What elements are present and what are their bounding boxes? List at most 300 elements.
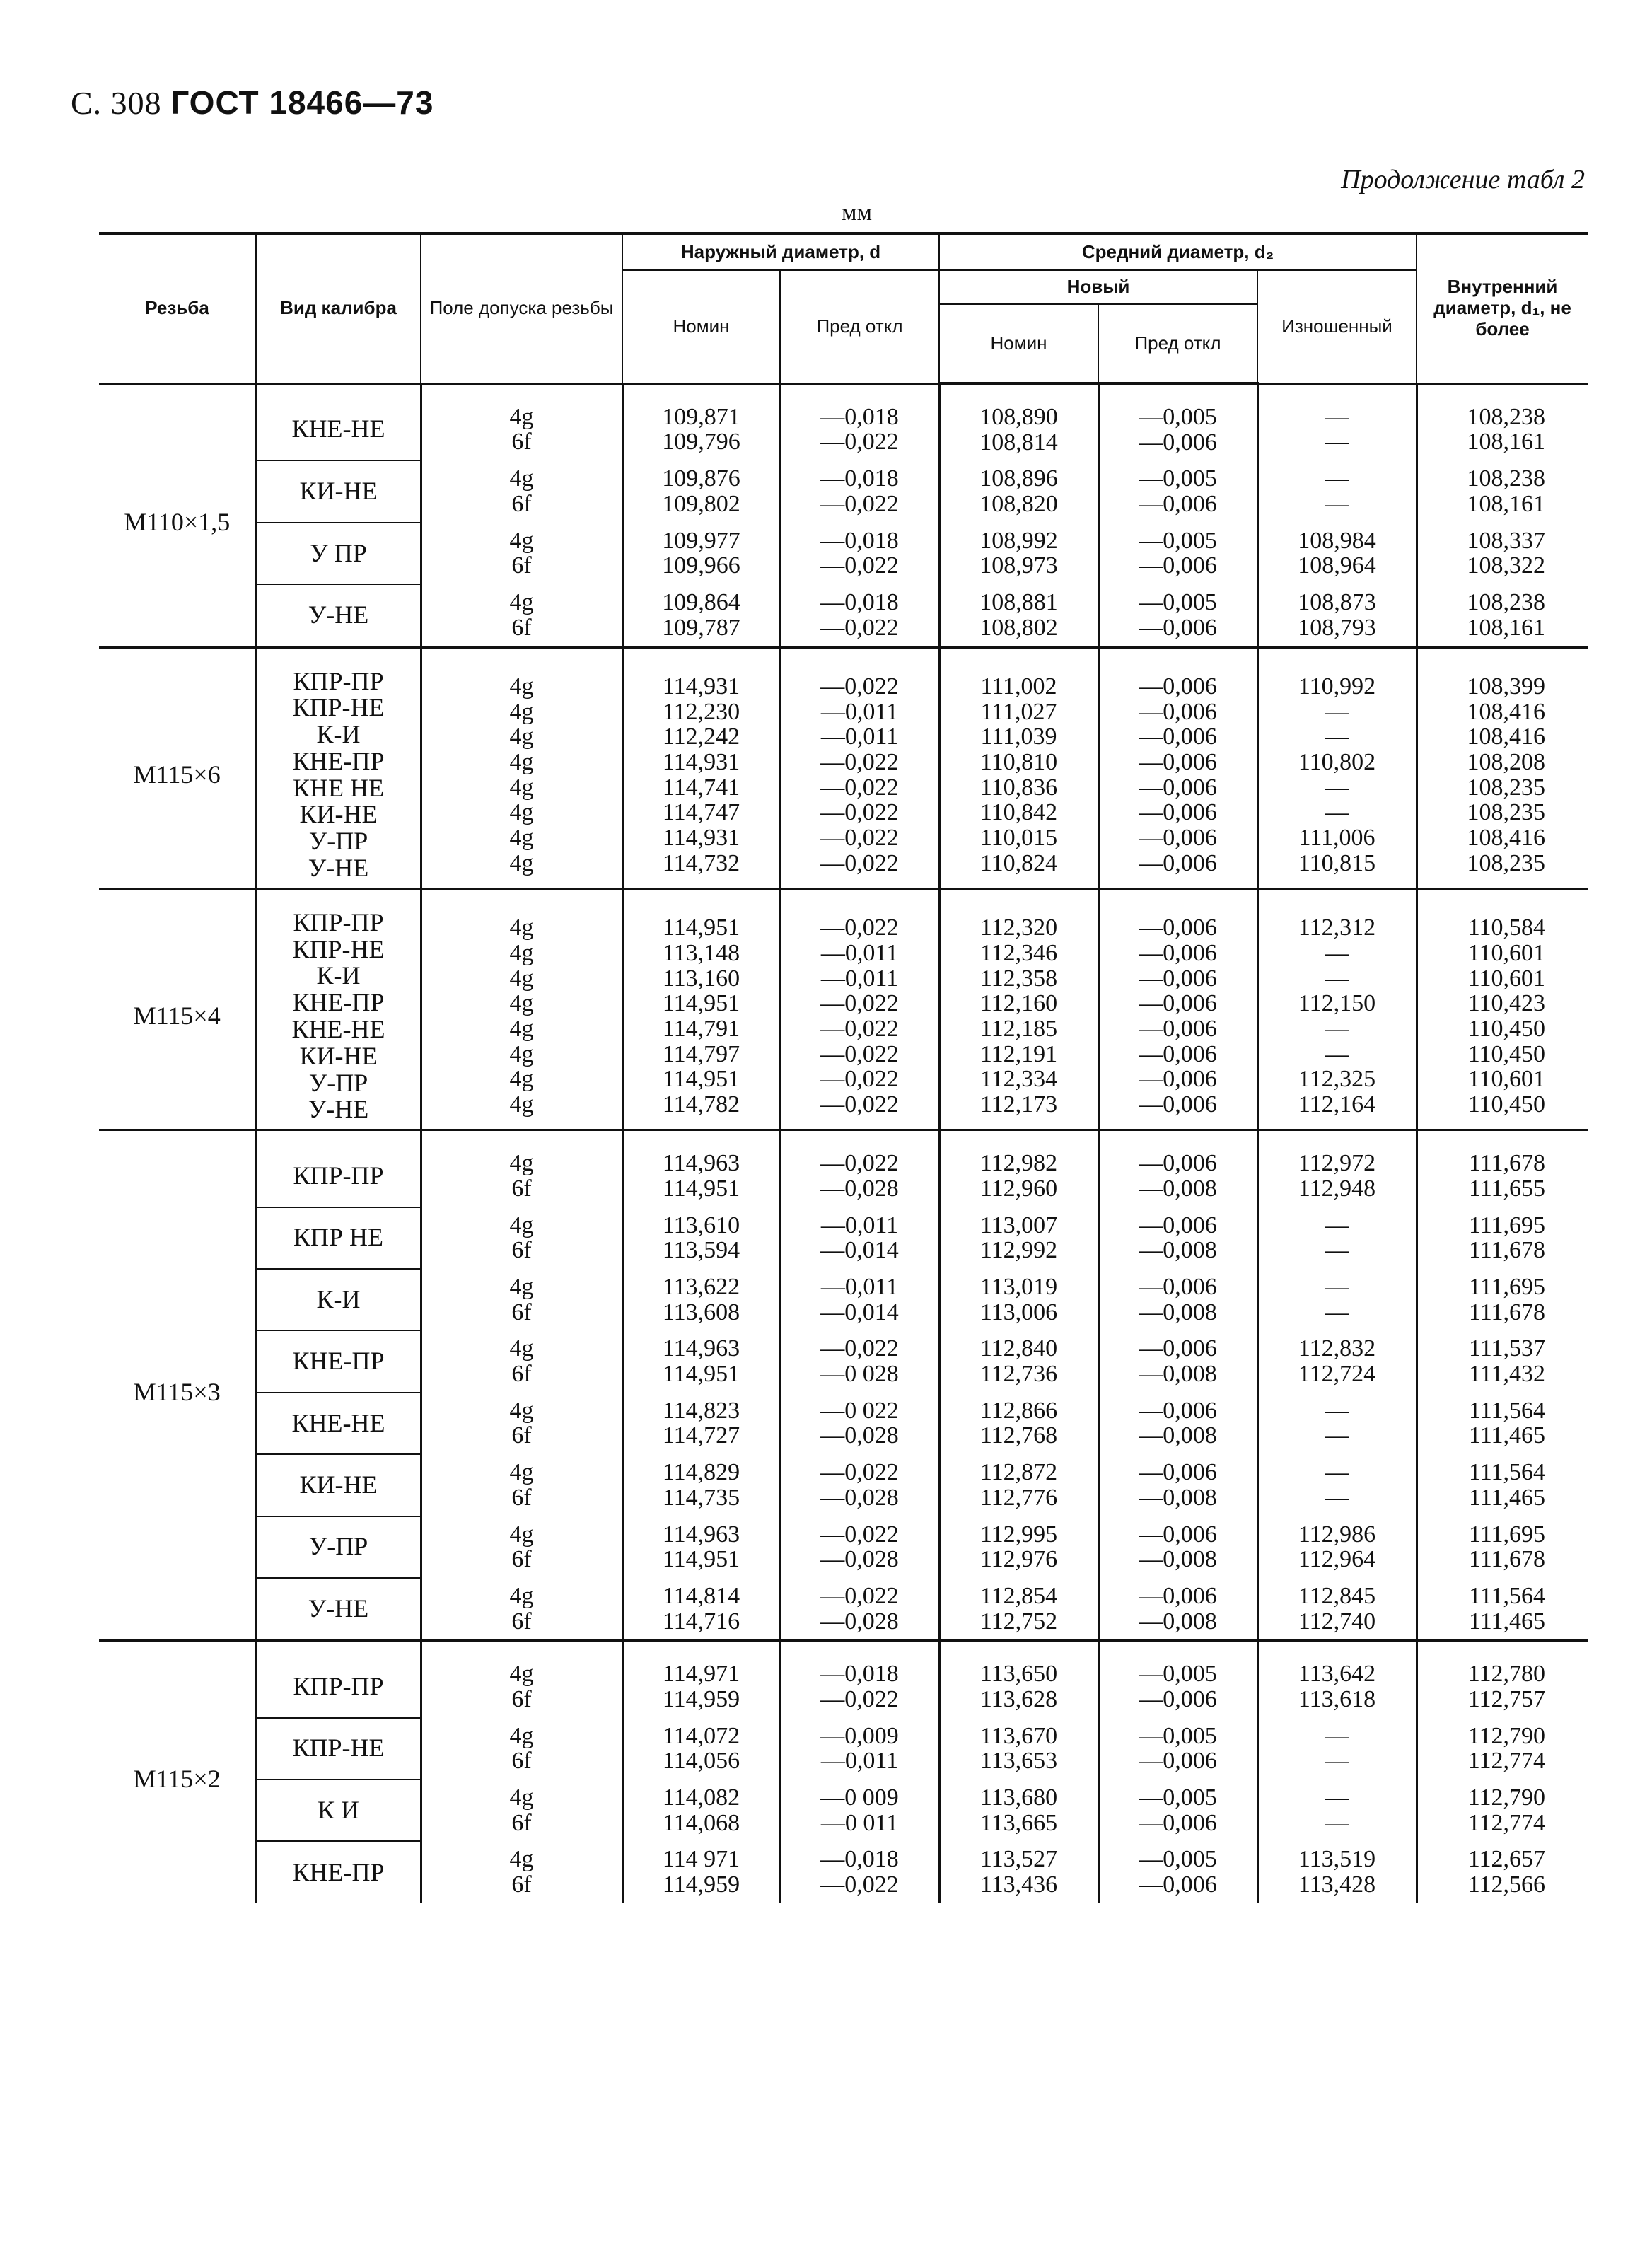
- inner-diameter-cell: [1417, 888, 1588, 1130]
- cell-value: 6f: [511, 1871, 532, 1898]
- outer-nominal-cell: [622, 1207, 780, 1269]
- cell-value: 111,678: [1469, 1237, 1546, 1264]
- cell-value: КПР-ПР: [293, 666, 384, 695]
- cell-value: 110,992: [1298, 673, 1376, 699]
- cell-value: 112,872: [979, 1459, 1058, 1486]
- cell-value: 4g: [509, 403, 534, 430]
- cell-value: —: [1325, 429, 1349, 455]
- cell-value: 112,790: [1467, 1722, 1546, 1749]
- table-row: [99, 1841, 1588, 1903]
- tolerance-cell: [421, 1780, 622, 1841]
- cell-value: 108,416: [1467, 724, 1546, 750]
- cell-value: 108,820: [979, 491, 1058, 518]
- cell-value: 110,601: [1467, 940, 1546, 966]
- cell-value: 110,802: [1298, 749, 1376, 775]
- outer-deviation-cell: [780, 1641, 939, 1718]
- cell-value: 4g: [509, 1521, 534, 1548]
- cell-value: 114,951: [662, 990, 740, 1017]
- cell-value: 6f: [511, 1809, 532, 1836]
- cell-value: 108,881: [979, 589, 1058, 616]
- cell-value: —0,011: [820, 940, 899, 966]
- cell-value: КПР-НЕ: [292, 693, 385, 722]
- tolerance-cell: [421, 1269, 622, 1330]
- col-middle-deviation: Пред откл: [1098, 304, 1257, 383]
- cell-value: 108,161: [1467, 614, 1546, 641]
- table-row: [99, 647, 1588, 888]
- cell-value: —0,008: [1139, 1546, 1217, 1573]
- cell-value: —0,028: [820, 1546, 899, 1573]
- cell-value: КПР-ПР: [293, 1161, 384, 1190]
- cell-value: 114,931: [662, 749, 740, 775]
- cell-value: 6f: [511, 491, 532, 518]
- cell-value: КИ-НЕ: [299, 1041, 378, 1070]
- cell-value: К-И: [316, 961, 361, 990]
- cell-value: —0,022: [820, 1459, 899, 1486]
- cell-value: 6f: [511, 552, 532, 579]
- cell-value: 114,959: [662, 1685, 740, 1712]
- cell-value: 113,160: [662, 965, 740, 992]
- cell-value: 112,164: [1298, 1091, 1376, 1118]
- outer-deviation-cell: [780, 1330, 939, 1392]
- cell-value: —0,006: [1139, 825, 1217, 852]
- cell-value: 111,564: [1469, 1397, 1546, 1424]
- cell-value: 113,006: [979, 1299, 1058, 1325]
- gauge-cell: [256, 1207, 421, 1269]
- cell-value: 112,948: [1298, 1175, 1376, 1202]
- cell-value: —: [1325, 1299, 1349, 1325]
- inner-diameter-cell: [1417, 523, 1588, 584]
- cell-value: 112,774: [1467, 1809, 1546, 1836]
- cell-value: —0,022: [820, 614, 899, 641]
- cell-value: 111,695: [1469, 1274, 1546, 1300]
- cell-value: КНЕ-ПР: [292, 988, 385, 1017]
- cell-value: 111,678: [1469, 1299, 1546, 1325]
- gauge-cell: [256, 1516, 421, 1578]
- outer-nominal-cell: [622, 647, 780, 888]
- cell-value: 108,161: [1467, 491, 1546, 518]
- cell-value: —0,022: [820, 990, 899, 1017]
- cell-value: 112,960: [979, 1175, 1058, 1202]
- cell-value: —0,006: [1139, 1809, 1217, 1836]
- cell-value: 113,665: [979, 1809, 1058, 1836]
- cell-value: 4g: [509, 1335, 534, 1362]
- inner-diameter-cell: [1417, 1269, 1588, 1330]
- cell-value: 113,019: [979, 1274, 1058, 1300]
- cell-value: —0,006: [1139, 1871, 1217, 1898]
- inner-diameter-cell: [1417, 1718, 1588, 1780]
- cell-value: 112,242: [662, 724, 740, 750]
- thread-cell: М115×3: [99, 1130, 256, 1641]
- cell-value: 112,832: [1298, 1335, 1376, 1362]
- outer-nominal-cell: [622, 1780, 780, 1841]
- inner-diameter-cell: [1417, 1641, 1588, 1718]
- cell-value: —: [1325, 1212, 1349, 1238]
- cell-value: 108,399: [1467, 673, 1546, 699]
- cell-value: —0,011: [820, 698, 899, 725]
- cell-value: 114,963: [662, 1335, 740, 1362]
- inner-diameter-cell: [1417, 1207, 1588, 1269]
- cell-value: 114,791: [662, 1016, 740, 1043]
- tolerance-cell: [421, 383, 622, 460]
- col-outer-diameter: Наружный диаметр, d: [622, 233, 939, 270]
- cell-value: —0,006: [1139, 749, 1217, 775]
- cell-value: 112,768: [979, 1422, 1058, 1449]
- middle-nominal-cell: [939, 1393, 1098, 1454]
- cell-value: —0,006: [1139, 1335, 1217, 1362]
- middle-worn-cell: [1257, 584, 1417, 647]
- cell-value: 110,450: [1467, 1016, 1546, 1043]
- cell-value: —0,022: [820, 774, 899, 801]
- outer-deviation-cell: [780, 1130, 939, 1207]
- tolerance-cell: [421, 460, 622, 522]
- cell-value: —0,005: [1139, 1846, 1217, 1873]
- cell-value: 110,842: [979, 799, 1058, 826]
- middle-nominal-cell: [939, 647, 1098, 888]
- middle-deviation-cell: [1098, 1393, 1257, 1454]
- cell-value: 109,876: [662, 465, 740, 492]
- gauge-cell: [256, 1330, 421, 1392]
- cell-value: 4g: [509, 1846, 534, 1873]
- cell-value: 111,695: [1469, 1521, 1546, 1548]
- tolerance-cell: [421, 1454, 622, 1516]
- cell-value: —0,009: [820, 1722, 899, 1749]
- middle-worn-cell: [1257, 383, 1417, 460]
- cell-value: —0,005: [1139, 465, 1217, 492]
- middle-worn-cell: [1257, 1718, 1417, 1780]
- cell-value: 114,963: [662, 1521, 740, 1548]
- cell-value: —0,006: [1139, 1066, 1217, 1093]
- cell-value: 114,814: [662, 1582, 740, 1609]
- tolerance-cell: [421, 1516, 622, 1578]
- middle-nominal-cell: [939, 1641, 1098, 1718]
- cell-value: —0,011: [820, 1748, 899, 1775]
- cell-value: 111,465: [1469, 1484, 1546, 1511]
- cell-value: —0,006: [1139, 491, 1217, 518]
- cell-value: —: [1325, 1748, 1349, 1775]
- cell-value: 4g: [509, 1066, 534, 1093]
- cell-value: 114,823: [662, 1397, 740, 1424]
- cell-value: 112,780: [1467, 1661, 1546, 1688]
- cell-value: 108,793: [1298, 614, 1376, 641]
- cell-value: 114,951: [662, 1066, 740, 1093]
- cell-value: 112,845: [1298, 1582, 1376, 1609]
- cell-value: —0,022: [820, 749, 899, 775]
- outer-deviation-cell: [780, 1393, 939, 1454]
- col-outer-nominal: Номин: [622, 270, 780, 383]
- cell-value: 113,650: [979, 1661, 1058, 1688]
- cell-value: 108,238: [1467, 589, 1546, 616]
- cell-value: 110,810: [979, 749, 1058, 775]
- outer-nominal-cell: [622, 1393, 780, 1454]
- cell-value: 109,864: [662, 589, 740, 616]
- cell-value: 112,866: [979, 1397, 1058, 1424]
- cell-value: 113,680: [979, 1784, 1058, 1811]
- table-row: [99, 888, 1588, 1130]
- cell-value: —0,005: [1139, 1661, 1217, 1688]
- cell-value: У-НЕ: [308, 854, 369, 883]
- outer-nominal-cell: [622, 1578, 780, 1641]
- cell-value: 114,971: [662, 1661, 740, 1688]
- middle-worn-cell: [1257, 888, 1417, 1130]
- outer-deviation-cell: [780, 1578, 939, 1641]
- gauge-cell: [256, 1841, 421, 1903]
- cell-value: 110,450: [1467, 1091, 1546, 1118]
- cell-value: —0,018: [820, 1661, 899, 1688]
- cell-value: 110,601: [1467, 1066, 1546, 1093]
- middle-nominal-cell: [939, 523, 1098, 584]
- tolerance-cell: [421, 1578, 622, 1641]
- outer-deviation-cell: [780, 1207, 939, 1269]
- gauge-cell: [256, 647, 421, 888]
- cell-value: —0,022: [820, 1335, 899, 1362]
- cell-value: —: [1325, 698, 1349, 725]
- middle-deviation-cell: [1098, 1578, 1257, 1641]
- cell-value: 112,964: [1298, 1546, 1376, 1573]
- cell-value: КИ-НЕ: [299, 1470, 378, 1499]
- middle-nominal-cell: [939, 460, 1098, 522]
- cell-value: 109,966: [662, 552, 740, 579]
- middle-nominal-cell: [939, 1578, 1098, 1641]
- tolerance-cell: [421, 647, 622, 888]
- tolerance-cell: [421, 1393, 622, 1454]
- inner-diameter-cell: [1417, 383, 1588, 460]
- cell-value: 4g: [509, 465, 534, 492]
- outer-nominal-cell: [622, 523, 780, 584]
- cell-value: КНЕ-НЕ: [291, 414, 385, 443]
- cell-value: 4g: [509, 1091, 534, 1118]
- cell-value: 113,436: [979, 1871, 1058, 1898]
- gauge-cell: [256, 1641, 421, 1718]
- cell-value: 113,608: [662, 1299, 740, 1325]
- cell-value: КНЕ-НЕ: [291, 1408, 385, 1437]
- cell-value: 114,082: [662, 1784, 740, 1811]
- middle-worn-cell: [1257, 523, 1417, 584]
- cell-value: —0,018: [820, 527, 899, 554]
- middle-deviation-cell: [1098, 1516, 1257, 1578]
- middle-nominal-cell: [939, 888, 1098, 1130]
- cell-value: 112,995: [979, 1521, 1058, 1548]
- cell-value: 110,015: [979, 825, 1058, 852]
- outer-deviation-cell: [780, 1780, 939, 1841]
- col-outer-deviation: Пред откл: [780, 270, 939, 383]
- cell-value: —: [1325, 1809, 1349, 1836]
- table-row: [99, 1269, 1588, 1330]
- middle-nominal-cell: [939, 1718, 1098, 1780]
- cell-value: 113,428: [1298, 1871, 1376, 1898]
- cell-value: 4g: [509, 940, 534, 966]
- cell-value: 114,735: [662, 1484, 740, 1511]
- cell-value: —0,028: [820, 1608, 899, 1635]
- cell-value: 108,235: [1467, 799, 1546, 826]
- cell-value: —0,006: [1139, 673, 1217, 699]
- cell-value: —0,022: [820, 1582, 899, 1609]
- gauge-cell: [256, 1454, 421, 1516]
- cell-value: 112,976: [979, 1546, 1058, 1573]
- inner-diameter-cell: [1417, 1330, 1588, 1392]
- cell-value: —0,008: [1139, 1237, 1217, 1264]
- table-header: [99, 233, 1588, 383]
- cell-value: —0,006: [1139, 1040, 1217, 1067]
- cell-value: 113,610: [662, 1212, 740, 1238]
- cell-value: —0,006: [1139, 849, 1217, 876]
- cell-value: —0,006: [1139, 429, 1217, 455]
- cell-value: —0,022: [820, 799, 899, 826]
- middle-nominal-cell: [939, 1207, 1098, 1269]
- middle-worn-cell: [1257, 1393, 1417, 1454]
- middle-deviation-cell: [1098, 1454, 1257, 1516]
- cell-value: 6f: [511, 1748, 532, 1775]
- cell-value: 4g: [509, 965, 534, 992]
- middle-nominal-cell: [939, 383, 1098, 460]
- cell-value: 108,235: [1467, 849, 1546, 876]
- cell-value: —0,005: [1139, 404, 1217, 430]
- middle-worn-cell: [1257, 460, 1417, 522]
- outer-deviation-cell: [780, 1516, 939, 1578]
- cell-value: 112,191: [979, 1040, 1058, 1067]
- tolerance-cell: [421, 888, 622, 1130]
- gauge-cell: [256, 1718, 421, 1780]
- outer-nominal-cell: [622, 1516, 780, 1578]
- cell-value: 112,972: [1298, 1150, 1376, 1177]
- cell-value: 108,208: [1467, 749, 1546, 775]
- cell-value: 4g: [509, 825, 534, 852]
- col-tolerance: Поле допуска резьбы: [421, 233, 622, 383]
- calibre-dimensions-table: [99, 232, 1588, 1903]
- cell-value: 6f: [511, 429, 532, 455]
- cell-value: —0,008: [1139, 1422, 1217, 1449]
- cell-value: 4g: [509, 724, 534, 750]
- col-middle-nominal: Номин: [939, 304, 1098, 383]
- cell-value: 110,423: [1467, 990, 1546, 1017]
- cell-value: —0,008: [1139, 1175, 1217, 1202]
- cell-value: —0,011: [820, 1212, 899, 1238]
- cell-value: 4g: [509, 1784, 534, 1811]
- cell-value: —0,022: [820, 825, 899, 852]
- cell-value: У ПР: [310, 538, 367, 567]
- cell-value: 4g: [509, 915, 534, 941]
- cell-value: —0,006: [1139, 1150, 1217, 1177]
- cell-value: 112,992: [979, 1237, 1058, 1264]
- middle-deviation-cell: [1098, 888, 1257, 1130]
- cell-value: —0 028: [820, 1361, 899, 1388]
- middle-worn-cell: [1257, 1130, 1417, 1207]
- middle-worn-cell: [1257, 1207, 1417, 1269]
- cell-value: —0,022: [820, 491, 899, 518]
- cell-value: —0,008: [1139, 1608, 1217, 1635]
- cell-value: 6f: [511, 1546, 532, 1573]
- cell-value: —0,022: [820, 1871, 899, 1898]
- middle-deviation-cell: [1098, 1130, 1257, 1207]
- cell-value: 114,747: [662, 799, 740, 826]
- gauge-cell: [256, 584, 421, 647]
- gauge-cell: [256, 1578, 421, 1641]
- thread-cell: М115×6: [99, 647, 256, 888]
- cell-value: КНЕ-ПР: [292, 1347, 385, 1376]
- cell-value: 108,973: [979, 552, 1058, 579]
- cell-value: 108,238: [1467, 465, 1546, 492]
- cell-value: 114,829: [662, 1459, 740, 1486]
- cell-value: 108,896: [979, 465, 1058, 492]
- inner-diameter-cell: [1417, 1841, 1588, 1903]
- gauge-cell: [256, 1780, 421, 1841]
- cell-value: —0 009: [820, 1784, 899, 1811]
- cell-value: 112,776: [979, 1484, 1058, 1511]
- cell-value: 114,072: [662, 1722, 740, 1749]
- table-row: [99, 1516, 1588, 1578]
- cell-value: —0,005: [1139, 589, 1217, 616]
- cell-value: —0,018: [820, 403, 899, 430]
- middle-deviation-cell: [1098, 1841, 1257, 1903]
- thread-cell: М115×2: [99, 1641, 256, 1903]
- cell-value: 109,796: [662, 429, 740, 455]
- cell-value: 112,790: [1467, 1784, 1546, 1811]
- cell-value: 4g: [509, 1722, 534, 1749]
- middle-nominal-cell: [939, 1841, 1098, 1903]
- middle-deviation-cell: [1098, 1641, 1257, 1718]
- cell-value: 111,678: [1469, 1546, 1546, 1573]
- cell-value: 4g: [509, 990, 534, 1017]
- cell-value: 4g: [509, 1016, 534, 1043]
- middle-worn-cell: [1257, 1269, 1417, 1330]
- cell-value: 112,150: [1298, 990, 1376, 1017]
- cell-value: —0,006: [1139, 774, 1217, 801]
- cell-value: КНЕ-ПР: [292, 746, 385, 775]
- cell-value: 110,450: [1467, 1040, 1546, 1067]
- cell-value: 112,740: [1298, 1608, 1376, 1635]
- cell-value: —0,006: [1139, 614, 1217, 641]
- middle-worn-cell: [1257, 1841, 1417, 1903]
- page-header: [71, 83, 434, 122]
- cell-value: 111,564: [1469, 1459, 1546, 1486]
- cell-value: КПР-НЕ: [292, 934, 385, 963]
- cell-value: 4g: [509, 673, 534, 699]
- cell-value: 114,951: [662, 1361, 740, 1388]
- cell-value: 112,757: [1467, 1685, 1546, 1712]
- cell-value: —: [1325, 1422, 1349, 1449]
- cell-value: У-НЕ: [308, 600, 369, 629]
- middle-worn-cell: [1257, 1578, 1417, 1641]
- cell-value: КПР-ПР: [293, 1671, 384, 1700]
- middle-nominal-cell: [939, 1454, 1098, 1516]
- middle-worn-cell: [1257, 647, 1417, 888]
- inner-diameter-cell: [1417, 647, 1588, 888]
- cell-value: —0,006: [1139, 1091, 1217, 1118]
- cell-value: 4g: [509, 1212, 534, 1238]
- cell-value: 114,056: [662, 1748, 740, 1775]
- cell-value: —0,006: [1139, 1521, 1217, 1548]
- cell-value: 114,741: [662, 774, 740, 801]
- outer-nominal-cell: [622, 1841, 780, 1903]
- cell-value: —0,022: [820, 849, 899, 876]
- table-row: [99, 1718, 1588, 1780]
- cell-value: —0,022: [820, 1150, 899, 1177]
- tolerance-cell: [421, 584, 622, 647]
- cell-value: 114,951: [662, 915, 740, 941]
- cell-value: 4g: [509, 849, 534, 876]
- cell-value: —0,006: [1139, 1274, 1217, 1300]
- outer-nominal-cell: [622, 584, 780, 647]
- cell-value: —0,006: [1139, 698, 1217, 725]
- cell-value: 110,601: [1467, 965, 1546, 992]
- table-row: [99, 1780, 1588, 1841]
- cell-value: 4g: [509, 1582, 534, 1609]
- outer-deviation-cell: [780, 1718, 939, 1780]
- table-row: [99, 383, 1588, 460]
- table-row: [99, 1454, 1588, 1516]
- cell-value: 6f: [511, 614, 532, 641]
- gauge-cell: [256, 1269, 421, 1330]
- cell-value: —0,008: [1139, 1299, 1217, 1325]
